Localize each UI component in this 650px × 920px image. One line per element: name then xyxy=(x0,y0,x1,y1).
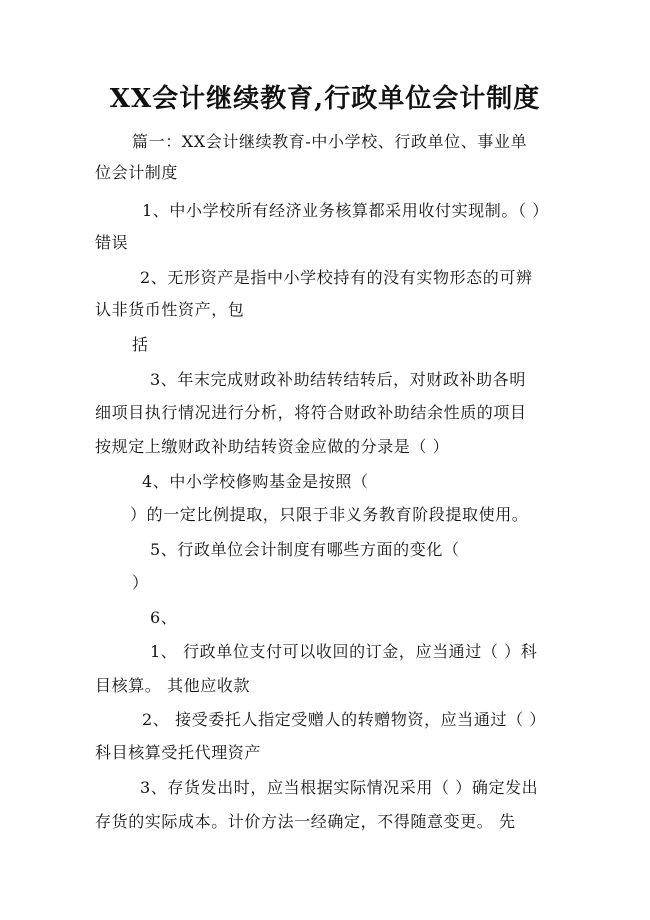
text-line: 1、 行政单位支付可以收回的订金，应当通过（ ）科 xyxy=(150,642,538,661)
text-line: 2、 接受委托人指定受赠人的转赠物资，应当通过（ ） xyxy=(142,710,546,729)
text-line: 1、中小学校所有经济业务核算都采用收付实现制。（ ） xyxy=(142,201,549,220)
text-line: 3、年末完成财政补助结转结转后，对财政补助各明 xyxy=(150,370,526,389)
text-line: 括 xyxy=(132,335,149,354)
document-title: XX会计继续教育,行政单位会计制度 xyxy=(109,84,541,114)
text-line: 细项目执行情况进行分析，将符合财政补助结余性质的项目 xyxy=(95,403,527,422)
text-line: 位会计制度 xyxy=(95,163,179,182)
text-line: 4、中小学校修购基金是按照（ xyxy=(142,472,369,491)
text-line: 篇一：XX会计继续教育-中小学校、行政单位、事业单 xyxy=(132,132,528,151)
text-line: 3、存货发出时，应当根据实际情况采用（ ）确定发出 xyxy=(140,778,539,797)
text-line: ） xyxy=(132,573,149,592)
text-line: 2、无形资产是指中小学校持有的没有实物形态的可辨 xyxy=(140,268,533,287)
text-line: 认非货币性资产，包 xyxy=(95,300,245,319)
text-line: ）的一定比例提取，只限于非义务教育阶段提取使用。 xyxy=(130,505,529,524)
text-line: 存货的实际成本。计价方法一经确定，不得随意变更。 先 xyxy=(95,812,516,831)
text-line: 按规定上缴财政补助结转资金应做的分录是（ ） xyxy=(95,437,450,456)
text-line: 错误 xyxy=(95,233,129,252)
text-line: 科目核算受托代理资产 xyxy=(95,743,262,762)
text-line: 目核算。 其他应收款 xyxy=(95,676,251,695)
text-line: 5、行政单位会计制度有哪些方面的变化（ xyxy=(150,540,460,559)
text-line: 6、 xyxy=(150,608,178,627)
